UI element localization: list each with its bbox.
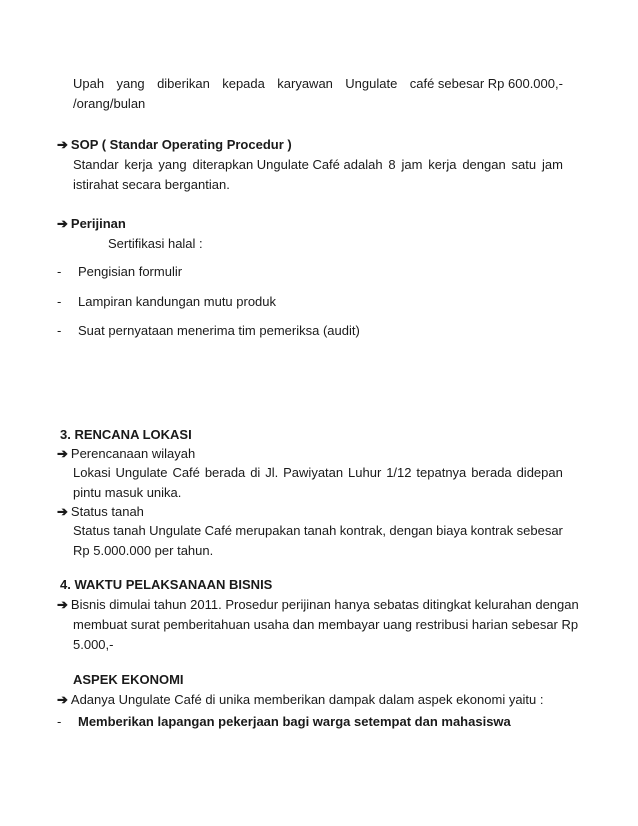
word: karyawan — [277, 76, 333, 91]
sop-heading: ➔ SOP ( Standar Operating Procedur ) — [57, 137, 292, 152]
word: café sebesar Rp 600.000,- — [409, 76, 563, 91]
tanah-line-1 — [73, 523, 563, 539]
word: berada — [204, 465, 246, 480]
sop-line-1 — [73, 157, 563, 173]
word: dengan — [462, 157, 506, 172]
arrow-right-icon: ➔ — [57, 597, 68, 612]
word: diterapkan Ungulate Café adalah — [192, 157, 383, 172]
word: jam — [541, 157, 563, 172]
word: Ungulate — [345, 76, 398, 91]
word: tanah — [113, 523, 146, 538]
word: Café — [172, 465, 200, 480]
word: Ungulate — [149, 523, 202, 538]
word: jam — [401, 157, 423, 172]
word: satu — [511, 157, 537, 172]
ekonomi-heading: ASPEK EKONOMI — [73, 672, 184, 687]
word: 8 — [388, 157, 396, 172]
waktu-heading: 4. WAKTU PELAKSANAAN BISNIS — [60, 577, 273, 592]
word: Luhur — [348, 465, 382, 480]
wilayah-label: ➔ Perencanaan wilayah — [57, 446, 196, 461]
word: kerja — [124, 157, 153, 172]
list-dash: - — [57, 294, 62, 309]
list-dash: - — [57, 714, 62, 729]
wilayah-line-2: pintu masuk unika. — [73, 485, 182, 500]
list-item: Suat pernyataan menerima tim pemeriksa (audit) — [78, 323, 360, 338]
sop-line-2: istirahat secara bergantian. — [73, 177, 230, 192]
word: sebesar — [516, 523, 563, 538]
lokasi-heading: 3. RENCANA LOKASI — [60, 427, 192, 442]
arrow-right-icon: ➔ — [57, 504, 68, 519]
arrow-right-icon: ➔ — [57, 137, 68, 152]
word: Café — [204, 523, 233, 538]
word: berada — [471, 465, 512, 480]
word: kepada — [222, 76, 265, 91]
word: tepatnya — [416, 465, 467, 480]
waktu-line-3: 5.000,- — [73, 637, 114, 652]
word: Lokasi — [73, 465, 111, 480]
word: biaya — [436, 523, 468, 538]
intro-line-1 — [73, 76, 563, 92]
list-dash: - — [57, 323, 62, 338]
word: Pawiyatan — [283, 465, 344, 480]
word: tanah — [303, 523, 337, 538]
perijinan-heading: ➔ Perijinan — [57, 216, 126, 231]
waktu-line-2: membuat surat pemberitahuan usaha dan membayar uang restribusi harian sebesar Rp — [73, 617, 579, 632]
word: yang — [116, 76, 145, 91]
word: yang — [158, 157, 187, 172]
word: didepan — [516, 465, 563, 480]
word: 1/12 — [386, 465, 412, 480]
list-item: Pengisian formulir — [78, 264, 183, 279]
list-dash: - — [57, 264, 62, 279]
word: Upah — [73, 76, 105, 91]
list-item: Lampiran kandungan mutu produk — [78, 294, 277, 309]
word: kontrak, — [339, 523, 387, 538]
arrow-right-icon: ➔ — [57, 692, 68, 707]
waktu-line-1: ➔ Bisnis dimulai tahun 2011. Prosedur perijinan hanya sebatas ditingkat kelurahan dengan — [57, 597, 579, 612]
intro-line-2: /orang/bulan — [73, 96, 146, 111]
word: Standar — [73, 157, 119, 172]
ekonomi-item-1: Memberikan lapangan pekerjaan bagi warga setempat dan mahasiswa — [78, 714, 511, 729]
word: diberikan — [157, 76, 210, 91]
word: kerja — [428, 157, 457, 172]
arrow-right-icon: ➔ — [57, 216, 68, 231]
word: Status — [73, 523, 110, 538]
word: merupakan — [235, 523, 301, 538]
word: dengan — [389, 523, 433, 538]
wilayah-line-1 — [73, 465, 563, 481]
word: Jl. — [265, 465, 279, 480]
word: Ungulate — [115, 465, 168, 480]
perijinan-subheading: Sertifikasi halal : — [108, 236, 203, 251]
word: kontrak — [470, 523, 514, 538]
tanah-line-2: Rp 5.000.000 per tahun. — [73, 543, 214, 558]
arrow-right-icon: ➔ — [57, 446, 68, 461]
tanah-label: ➔ Status tanah — [57, 504, 144, 519]
ekonomi-line-1: ➔ Adanya Ungulate Café di unika memberikan dampak dalam aspek ekonomi yaitu : — [57, 692, 544, 707]
word: di — [250, 465, 261, 480]
